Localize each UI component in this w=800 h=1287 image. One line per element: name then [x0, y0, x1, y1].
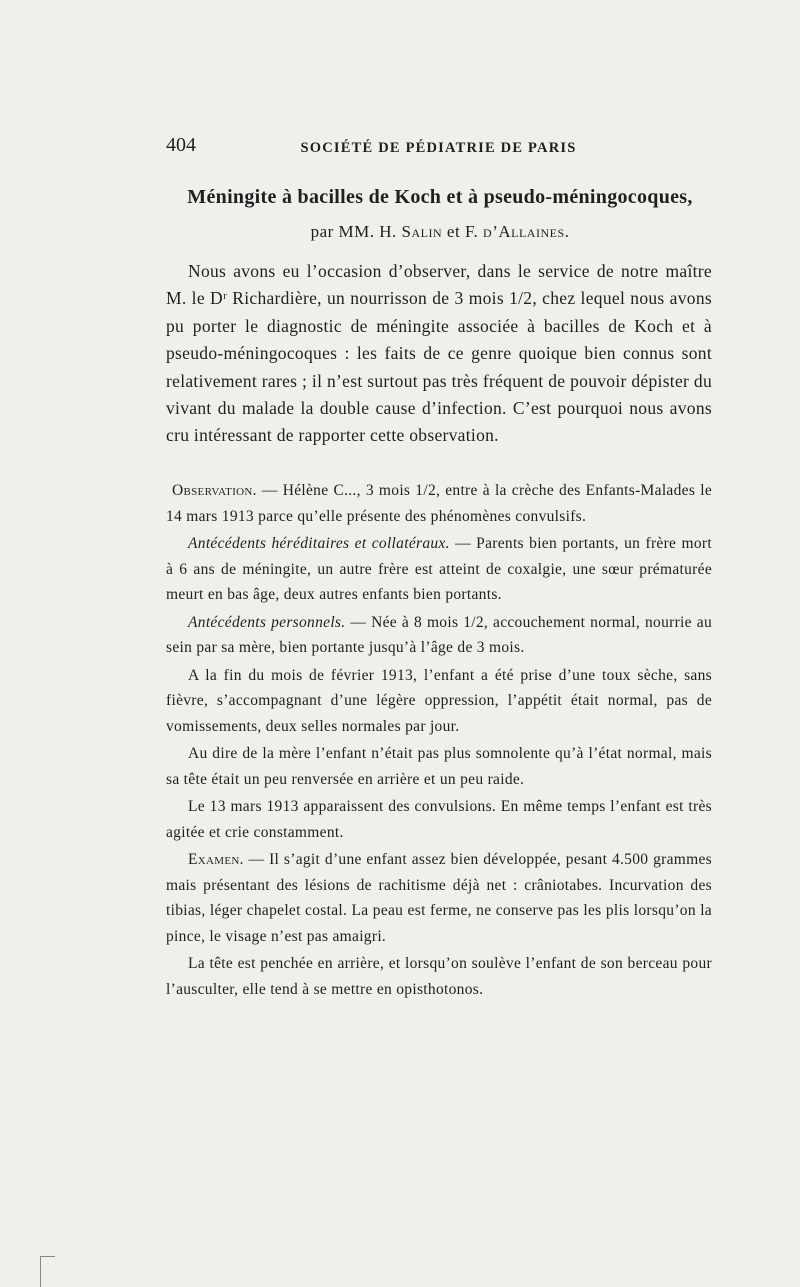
- tete-paragraph: La tête est penchée en arrière, et lorsqu’on soulève l’enfant de son berceau pour l’ausculter, elle tend à se mettre en opisthotonos.: [166, 955, 712, 998]
- page-number: 404: [166, 134, 196, 156]
- scan-edge-mark: [40, 1256, 55, 1287]
- byline-prefix: par MM. H.: [310, 222, 402, 241]
- dire-paragraph: Au dire de la mère l’enfant n’était pas plus somnolente qu’à l’état normal, mais sa tête était un peu renversée en arrière et un peu raide.: [166, 745, 712, 788]
- antecedents-personnels-text: — Née à 8 mois 1/2, accouchement normal, nourrie au sein par sa mère, bien portante jusqu’à l’âge de 3 mois.: [166, 613, 712, 656]
- byline-middle: et F.: [442, 222, 484, 241]
- examen-label: Examen.: [188, 851, 244, 868]
- 13mars-paragraph: Le 13 mars 1913 apparaissent des convulsions. En même temps l’enfant est très agitée et crie constamment.: [166, 798, 712, 841]
- fevrier-paragraph: A la fin du mois de février 1913, l’enfant a été prise d’une toux sèche, sans fièvre, s’accompagnant d’une légère oppression, l’appétit était normal, pas de vomissements, deux selles normales par jour.: [166, 666, 712, 735]
- case-body: [166, 478, 712, 1002]
- byline: [160, 222, 720, 242]
- byline-suffix: .: [564, 222, 570, 241]
- article-title: Méningite à bacilles de Koch et à pseudo-méningocoques,: [187, 186, 693, 208]
- observation-paragraph: [166, 478, 712, 529]
- examen-paragraph: [166, 847, 712, 949]
- intro-paragraph: Nous avons eu l’occasion d’observer, dans le service de notre maître M. le Dʳ Richardière, un nourrisson de 3 mois 1/2, chez lequel nous avons pu porter le diagnostic de méningite associée à bacilles de Koch et à pseudo-méningocoques : les faits de ce genre quoique bien connus sont relativement rares ; il n’est surtout pas très fréquent de pouvoir dépister du vivant du malade la double cause d’infection. C’est pourquoi nous avons cru intéressant de rapporter cette observation.: [166, 261, 712, 446]
- examen-text: — Il s’agit d’une enfant assez bien développée, pesant 4.500 grammes mais présentant des lésions de rachitisme déjà net : crâniotabes. Incurvation des tibias, léger chapelet costal. La peau est ferme, ne conserve pas les plis lorsqu’on la pince, le visage n’est pas amaigri.: [166, 851, 712, 945]
- observation-text: — Hélène C..., 3 mois 1/2, entre à la crèche des Enfants-Malades le 14 mars 1913 parce qu’elle présente des phénomènes convulsifs.: [166, 482, 712, 525]
- antecedents-hereditaires-paragraph: [166, 531, 712, 608]
- page-header: [166, 134, 711, 164]
- antecedents-personnels-paragraph: [166, 610, 712, 661]
- running-title: SOCIÉTÉ DE PÉDIATRIE DE PARIS: [300, 140, 577, 156]
- antecedents-personnels-label: Antécédents personnels.: [188, 613, 346, 631]
- observation-label: Observation.: [172, 482, 257, 499]
- antecedents-hereditaires-label: Antécédents héréditaires et collatéraux.: [188, 535, 450, 552]
- author-allaines: d’Allaines: [483, 222, 565, 241]
- author-salin: Salin: [401, 222, 443, 241]
- antecedents-hereditaires-text: — Parents bien portants, un frère mort à 6 ans de méningite, un autre frère est atteint de coxalgie, une sœur prématurée meurt en bas âge, deux autres enfants bien portants.: [166, 535, 712, 603]
